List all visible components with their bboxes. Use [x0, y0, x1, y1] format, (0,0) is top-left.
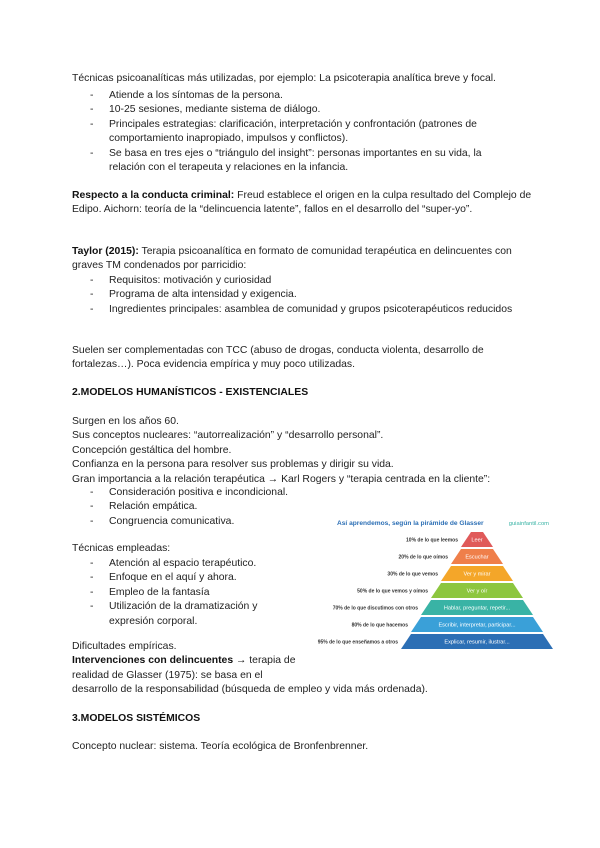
pyramid-level-percentage: 80% de lo que hacemos	[351, 622, 408, 629]
pyramid-level-percentage: 95% de lo que enseñamos a otros	[317, 639, 398, 646]
pyramid-level-action: Leer	[471, 537, 483, 544]
list-item: - Programa de alta intensidad y exigencia.	[90, 288, 520, 302]
pyramid-level-action: Ver y oír	[466, 588, 488, 595]
pyramid-level-percentage: 70% de lo que discutimos con otros	[332, 605, 418, 612]
offenders-label: Intervenciones con delincuentes	[72, 655, 234, 667]
section-heading-systemic: 3.MODELOS SISTÉMICOS	[72, 713, 201, 724]
list-item: - Consideración positiva e incondicional.	[90, 486, 330, 500]
list-item: - Atiende a los síntomas de la persona.	[90, 89, 520, 103]
list-item: - Atención al espacio terapéutico.	[90, 557, 290, 571]
tcc-paragraph: Suelen ser complementadas con TCC (abuso de drogas, conducta violenta, desarrollo de fortalezas…). Poca evidencia empírica y muy poco utilizadas.	[72, 345, 484, 371]
pyramid-level-percentage: 20% de lo que oímos	[398, 554, 448, 561]
glasser-paragraph: Dificultades empíricas. Intervenciones con delincuentes → terapia de realidad de Glasser (1975): se basa en el desarrollo de la responsabilidad (búsqueda de empleo y vida más ordenada).	[72, 641, 428, 696]
psychoanalytic-list	[90, 89, 520, 175]
pyramid-source: guiainfantil.com	[508, 521, 549, 527]
list-item: - Enfoque en el aquí y ahora.	[90, 571, 290, 585]
list-item: - Ingredientes principales: asamblea de comunidad y grupos psicoterapéuticos reducidos	[90, 303, 520, 317]
pyramid-level-action: Explicar, resumir, ilustrar...	[444, 639, 510, 646]
list-item: - 10-25 sesiones, mediante sistema de diálogo.	[90, 103, 520, 117]
systemic-paragraph: Concepto nuclear: sistema. Teoría ecológica de Bronfenbrenner.	[72, 741, 369, 752]
intro-paragraph: Técnicas psicoanalíticas más utilizadas, por ejemplo: La psicoterapia analítica breve y focal.	[72, 73, 496, 84]
list-item: - Relación empática.	[90, 500, 330, 514]
section-heading-humanistic: 2.MODELOS HUMANÍSTICOS - EXISTENCIALES	[72, 387, 309, 398]
taylor-label: Taylor (2015):	[72, 246, 139, 257]
pyramid-level-action: Hablar, preguntar, repetir...	[443, 605, 511, 612]
list-item: - Utilización de la dramatización y expresión corporal.	[90, 600, 290, 629]
list-item: - Principales estrategias: clarificación, interpretación y confrontación (patrones de comportamiento inapropiado, impulsos y conflictos).	[90, 118, 520, 147]
list-item: - Requisitos: motivación y curiosidad	[90, 274, 520, 288]
pyramid-level-percentage: 50% de lo que vemos y oímos	[357, 588, 428, 595]
glasser-pyramid-figure	[317, 516, 553, 656]
pyramid-levels	[318, 532, 553, 649]
pyramid-level-action: Escuchar	[465, 554, 489, 561]
techniques-label: Técnicas empleadas:	[72, 543, 171, 554]
pyramid-title: Así aprendemos, según la pirámide de Glasser	[337, 520, 484, 527]
humanistic-paragraph: Surgen en los años 60. Sus conceptos nucleares: “autorrealización” y “desarrollo personal”. Concepción gestáltica del hombre. Confianza en la persona para resolver sus problemas y dirigir su vida. Gran importancia a la relación terapéutica → Karl Rogers y “terapia centrada en la cliente”:	[72, 416, 491, 485]
rogers-list	[90, 486, 330, 529]
criminal-conduct-label: Respecto a la conducta criminal:	[72, 190, 235, 201]
techniques-list	[90, 557, 290, 629]
pyramid-level-percentage: 10% de lo que leemos	[406, 537, 458, 544]
taylor-list	[90, 274, 520, 317]
list-item: - Empleo de la fantasía	[90, 586, 290, 600]
criminal-conduct-paragraph: Respecto a la conducta criminal: Freud establece el origen en la culpa resultado del Complejo de Edipo. Aichorn: teoría de la “delincuencia latente”, fallos en el desarrollo del “super-yo”.	[72, 190, 532, 216]
pyramid-level-percentage: 30% de lo que vemos	[387, 571, 438, 578]
list-item: - Congruencia comunicativa.	[90, 515, 330, 529]
list-item: - Se basa en tres ejes o “triángulo del insight”: personas importantes en su vida, la relación con el terapeuta y relaciones en la infancia.	[90, 147, 520, 176]
taylor-paragraph: Taylor (2015): Terapia psicoanalítica en formato de comunidad terapéutica en delincuentes con graves TM condenados por parricidio:	[72, 246, 512, 272]
pyramid-level-action: Ver y mirar	[463, 571, 491, 578]
pyramid-level-action: Escribir, interpretar, participar...	[438, 622, 516, 629]
